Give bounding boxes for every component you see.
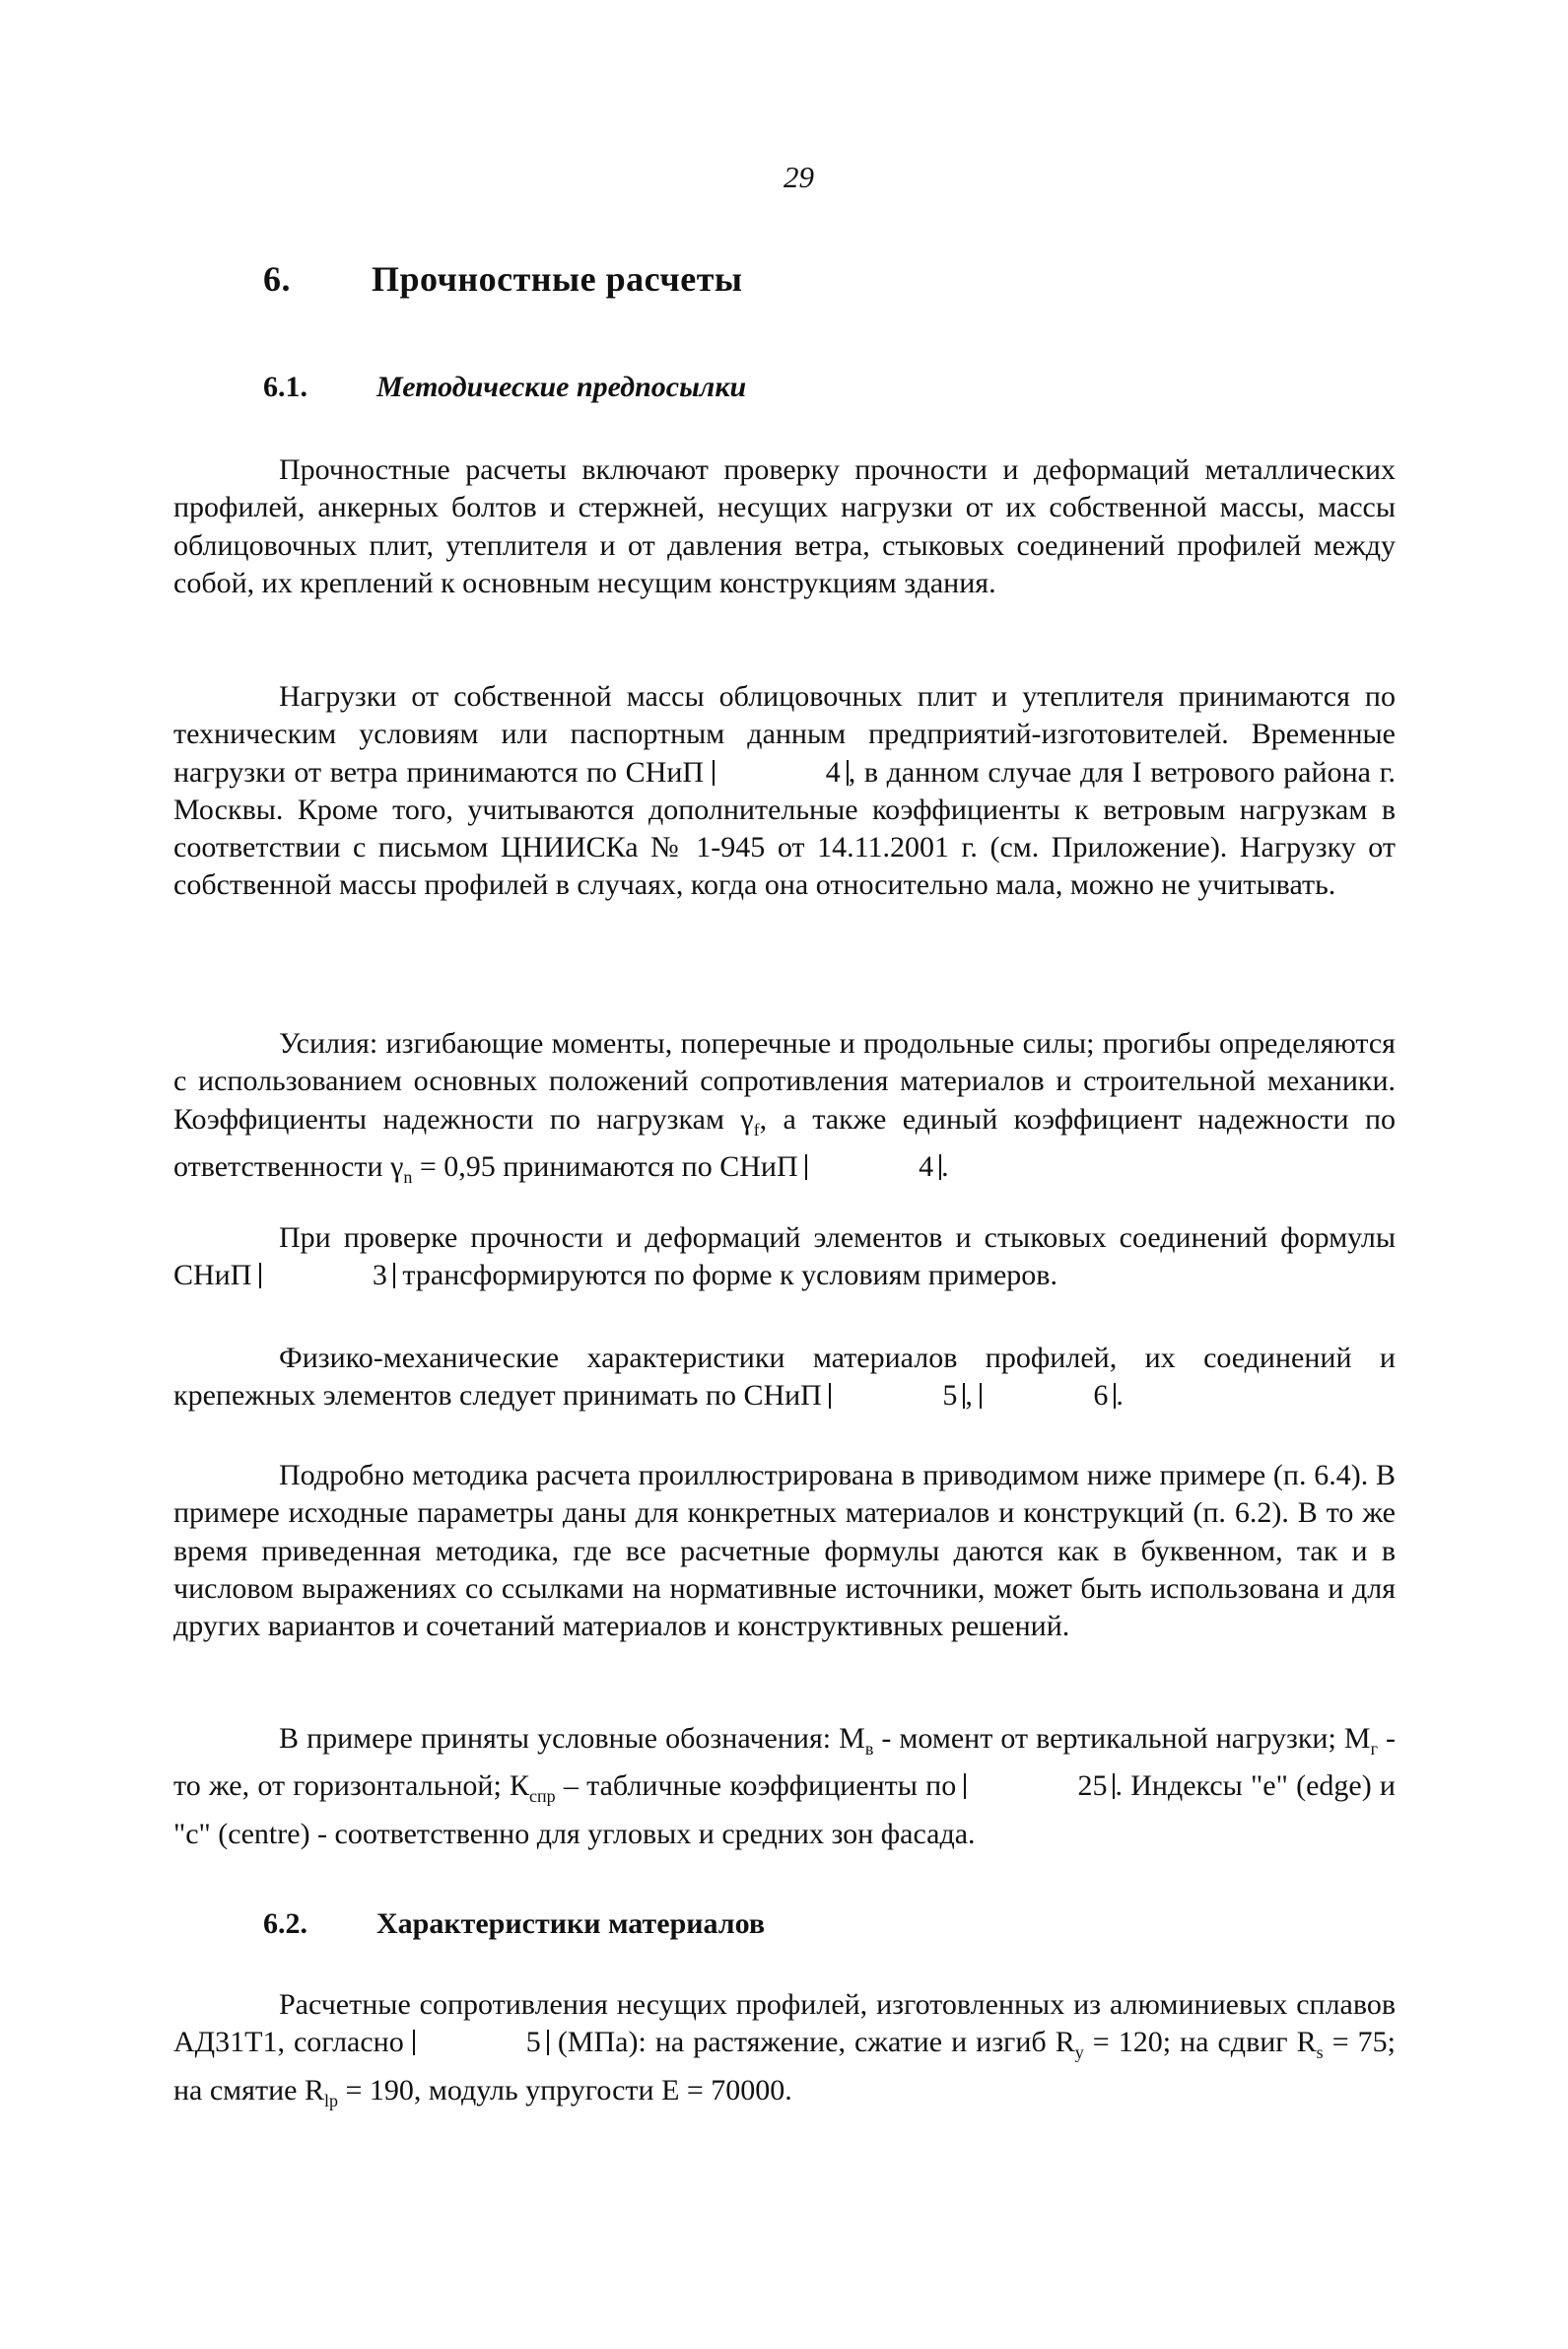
subsection-heading-1: [263, 371, 746, 404]
paragraph-1: Прочностные расчеты включают проверку прочности и деформаций металлических профилей, анкерных болтов и стержней, несущих нагрузки от их собственной массы, массы облицовочных плит, утеплителя и от давления ветра, стыковых соединений профилей между собой, их креплений к основным несущим конструкциям здания.: [173, 453, 1396, 599]
reference: 25: [964, 1773, 1115, 1799]
paragraph-4: При проверке прочности и деформаций элементов и стыковых соединений формулы СНиП 3 трансформируются по форме к условиям примеров.: [173, 1221, 1396, 1292]
subsection-heading-2: [263, 1907, 765, 1941]
reference: 5: [413, 2030, 549, 2055]
paragraph-2: Нагрузки от собственной массы облицовочных плит и утеплителя принимаются по техническим условиям или паспортным данным предприятий-изготовителей. Временные нагрузки от ветра принимаются по СНиП 4 , в данном случае для I ветрового района г. Москвы. Кроме того, учитываются дополнительные коэффициенты к ветровым нагрузкам в соответствии с письмом ЦНИИСКа № 1-945 от 14.11.2001 г. (см. Приложение). Нагрузку от собственной массы профилей в случаях, когда она относительно мала, можно не учитывать.: [173, 680, 1396, 902]
subsection-number: 6.2.: [263, 1907, 307, 1940]
section-number: 6.: [263, 259, 291, 299]
subsection-number: 6.1.: [263, 371, 307, 403]
reference: 3: [259, 1263, 395, 1288]
page-number: 29: [784, 160, 814, 194]
reference: 4: [713, 760, 849, 786]
paragraph-7: В примере приняты условные обозначения: $М_в$ - момент от вертикальной нагрузки; $М_г$ - то же, от горизонтальной; $К_{спр}$ – табличные коэффициенты по 25 . Индексы "е" (edge) и "с" (centre) - соответственно для угловых и средних зон фасада.: [173, 1722, 1396, 1850]
paragraph-3: Усилия: изгибающие моменты, поперечные и продольные силы; прогибы определяются с использованием основных положений сопротивления материалов и строительной механики. Коэффициенты надежности по нагрузкам $\gamma_f$, а также единый коэффициент надежности по ответственности $\gamma_n = 0,95$ принимаются по СНиП 4 .: [173, 1027, 1397, 1187]
paragraph-6: Подробно методика расчета проиллюстрирована в приводимом ниже примере (п. 6.4). В примере исходные параметры даны для конкретных материалов и конструкций (п. 6.2). В то же время приведенная методика, где все расчетные формулы даются как в буквенном, так и в числовом выражениях со ссылками на нормативные источники, может быть использована и для других вариантов и сочетаний материалов и конструктивных решений.: [173, 1459, 1396, 1643]
reference: 5: [829, 1383, 965, 1409]
subsection-title: Методические предпосылки: [376, 371, 747, 403]
reference: 6: [980, 1383, 1116, 1409]
reference: 4: [805, 1154, 941, 1180]
paragraph-8: Расчетные сопротивления несущих профилей, изготовленных из алюминиевых сплавов АД31Т1, согласно 5 (МПа): на растяжение, сжатие и изгиб $R_y = 120$; на сдвиг $R_s = 75$; на смятие $R_{lp} = 190$, модуль упругости Е = 70000.: [173, 1988, 1396, 2110]
section-title: Прочностные расчеты: [372, 259, 743, 299]
subsection-title: Характеристики материалов: [376, 1907, 766, 1940]
section-heading: [263, 258, 742, 300]
paragraph-5: Физико-механические характеристики материалов профилей, их соединений и крепежных элементов следует принимать по СНиП 5 , 6 .: [173, 1342, 1396, 1413]
